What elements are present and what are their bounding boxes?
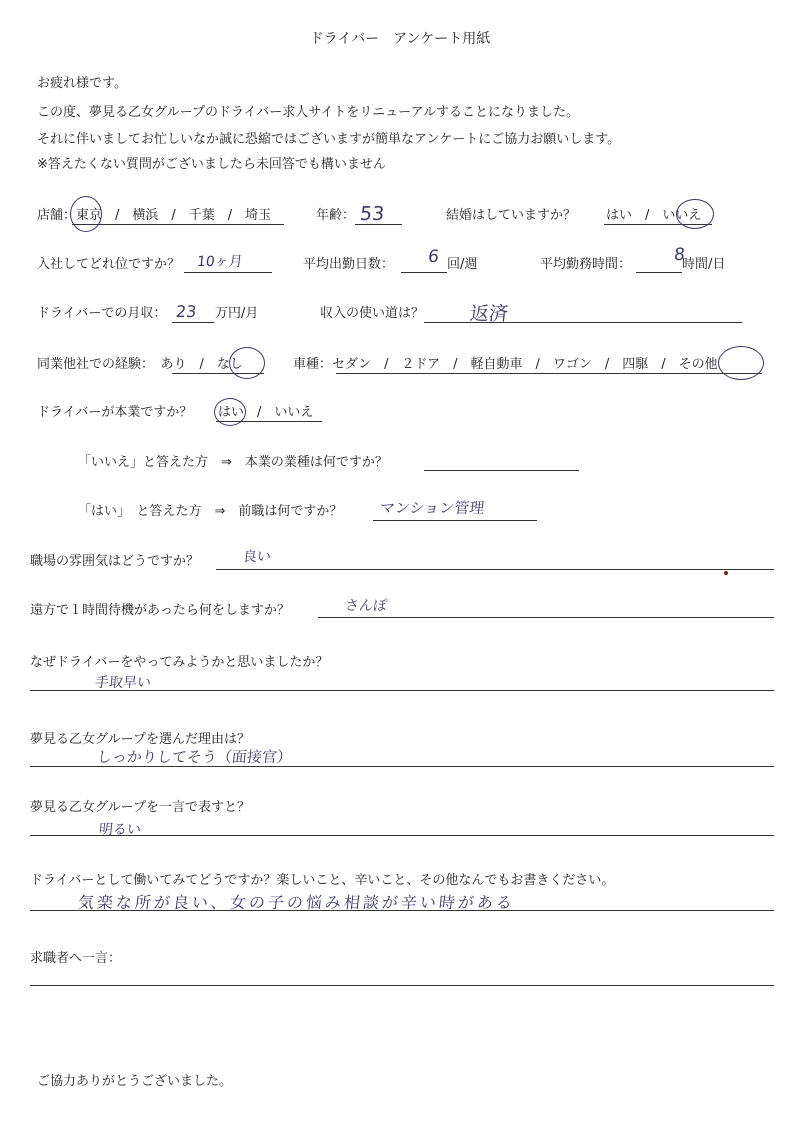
yes-followup-underline [373, 520, 537, 521]
intro-line-3: それに伴いましてお忙しいなか誠に恐縮ではございますが簡単なアンケートにご協力お願いします。 [37, 132, 621, 147]
car-type-selection-circle [718, 346, 764, 380]
age-value[interactable]: 53 [358, 203, 386, 225]
why-label: なぜドライバーをやってみようかと思いましたか？ [30, 655, 329, 670]
one-word-underline [30, 835, 774, 836]
store-field-label: 店舗：東京 / 横浜 / 千葉 / 埼玉 [37, 208, 272, 223]
atmosphere-label: 職場の雰囲気はどうですか？ [30, 554, 200, 569]
experience-comment-label: ドライバーとして働いてみてどうですか？楽しいこと、辛いこと、その他なんでもお書きください。 [30, 873, 615, 888]
why-value[interactable]: 手取早い [94, 675, 152, 691]
one-word-label: 夢見る乙女グループを一言で表すと？ [30, 800, 250, 815]
group-reason-label: 夢見る乙女グループを選んだ理由は？ [30, 732, 250, 747]
tenure-underline [184, 272, 272, 273]
income-value[interactable]: 23 [175, 302, 198, 321]
wait-underline [318, 617, 774, 618]
tenure-value[interactable]: 10ヶ月 [196, 254, 244, 270]
married-selection-circle [676, 199, 714, 229]
wait-label: 遠方で１時間待機があったら何をしますか？ [30, 603, 290, 618]
atmosphere-value[interactable]: 良い [242, 549, 272, 565]
yes-followup-label: 「はい」 と答えた方 ⇒ 前職は何ですか？ [78, 504, 343, 519]
atmosphere-underline [216, 569, 774, 570]
message-label: 求職者へ一言： [30, 951, 122, 966]
usage-label: 収入の使い道は？ [320, 306, 425, 321]
hours-value[interactable]: 8 [672, 245, 686, 265]
previous-job-value[interactable]: マンション管理 [379, 499, 486, 517]
car-type-underline [336, 373, 762, 374]
tenure-label: 入社してどれ位ですか？ [37, 257, 181, 272]
days-label: 平均出勤日数： [303, 257, 395, 272]
main-job-selection-circle [214, 398, 246, 426]
age-label: 年齢： [316, 208, 356, 223]
message-underline[interactable] [30, 985, 774, 986]
experience-label: 同業他社での経験： あり / なし [37, 357, 243, 372]
store-selection-circle [70, 196, 102, 232]
car-type-label: 車種：セダン / ２ドア / 軽自動車 / ワゴン / 四駆 / その他 [293, 357, 718, 372]
wait-value[interactable]: さんぽ [344, 598, 388, 614]
usage-value[interactable]: 返済 [468, 303, 510, 325]
income-underline [172, 322, 214, 323]
days-unit: 回/週 [447, 257, 478, 272]
hours-label: 平均勤務時間： [540, 257, 632, 272]
no-followup-label: 「いいえ」と答えた方 ⇒ 本業の業種は何ですか？ [78, 455, 388, 470]
main-job-options: はい / いいえ [218, 405, 314, 420]
no-followup-underline [424, 470, 579, 471]
main-job-label: ドライバーが本業ですか？ [37, 405, 193, 420]
page-title: ドライバー アンケート用紙 [309, 31, 491, 47]
days-underline [401, 272, 447, 273]
married-label: 結婚はしていますか？ [446, 208, 577, 223]
ink-mark [724, 571, 728, 575]
intro-line-1: お疲れ様です。 [37, 76, 127, 91]
store-underline [72, 224, 284, 225]
married-options: はい / いいえ [606, 208, 702, 223]
hours-unit: 時間/日 [682, 257, 726, 272]
hours-underline [636, 272, 682, 273]
intro-line-2: この度、夢見る乙女グループのドライバー求人サイトをリニューアルすることになりました。 [37, 105, 579, 120]
days-value[interactable]: 6 [426, 247, 440, 267]
experience-selection-circle [229, 347, 265, 379]
one-word-value[interactable]: 明るい [98, 822, 142, 838]
group-reason-value[interactable]: しっかりしてそう（面接官） [96, 748, 293, 766]
closing-text: ご協力ありがとうございました。 [37, 1074, 233, 1089]
income-label: ドライバーでの月収： [37, 306, 167, 321]
income-unit: 万円/月 [215, 306, 259, 321]
experience-comment-value[interactable]: 気楽な所が良い、女の子の悩み相談が辛い時がある [76, 893, 516, 912]
intro-line-4: ※答えたくない質問がございましたら未回答でも構いません [37, 157, 386, 172]
